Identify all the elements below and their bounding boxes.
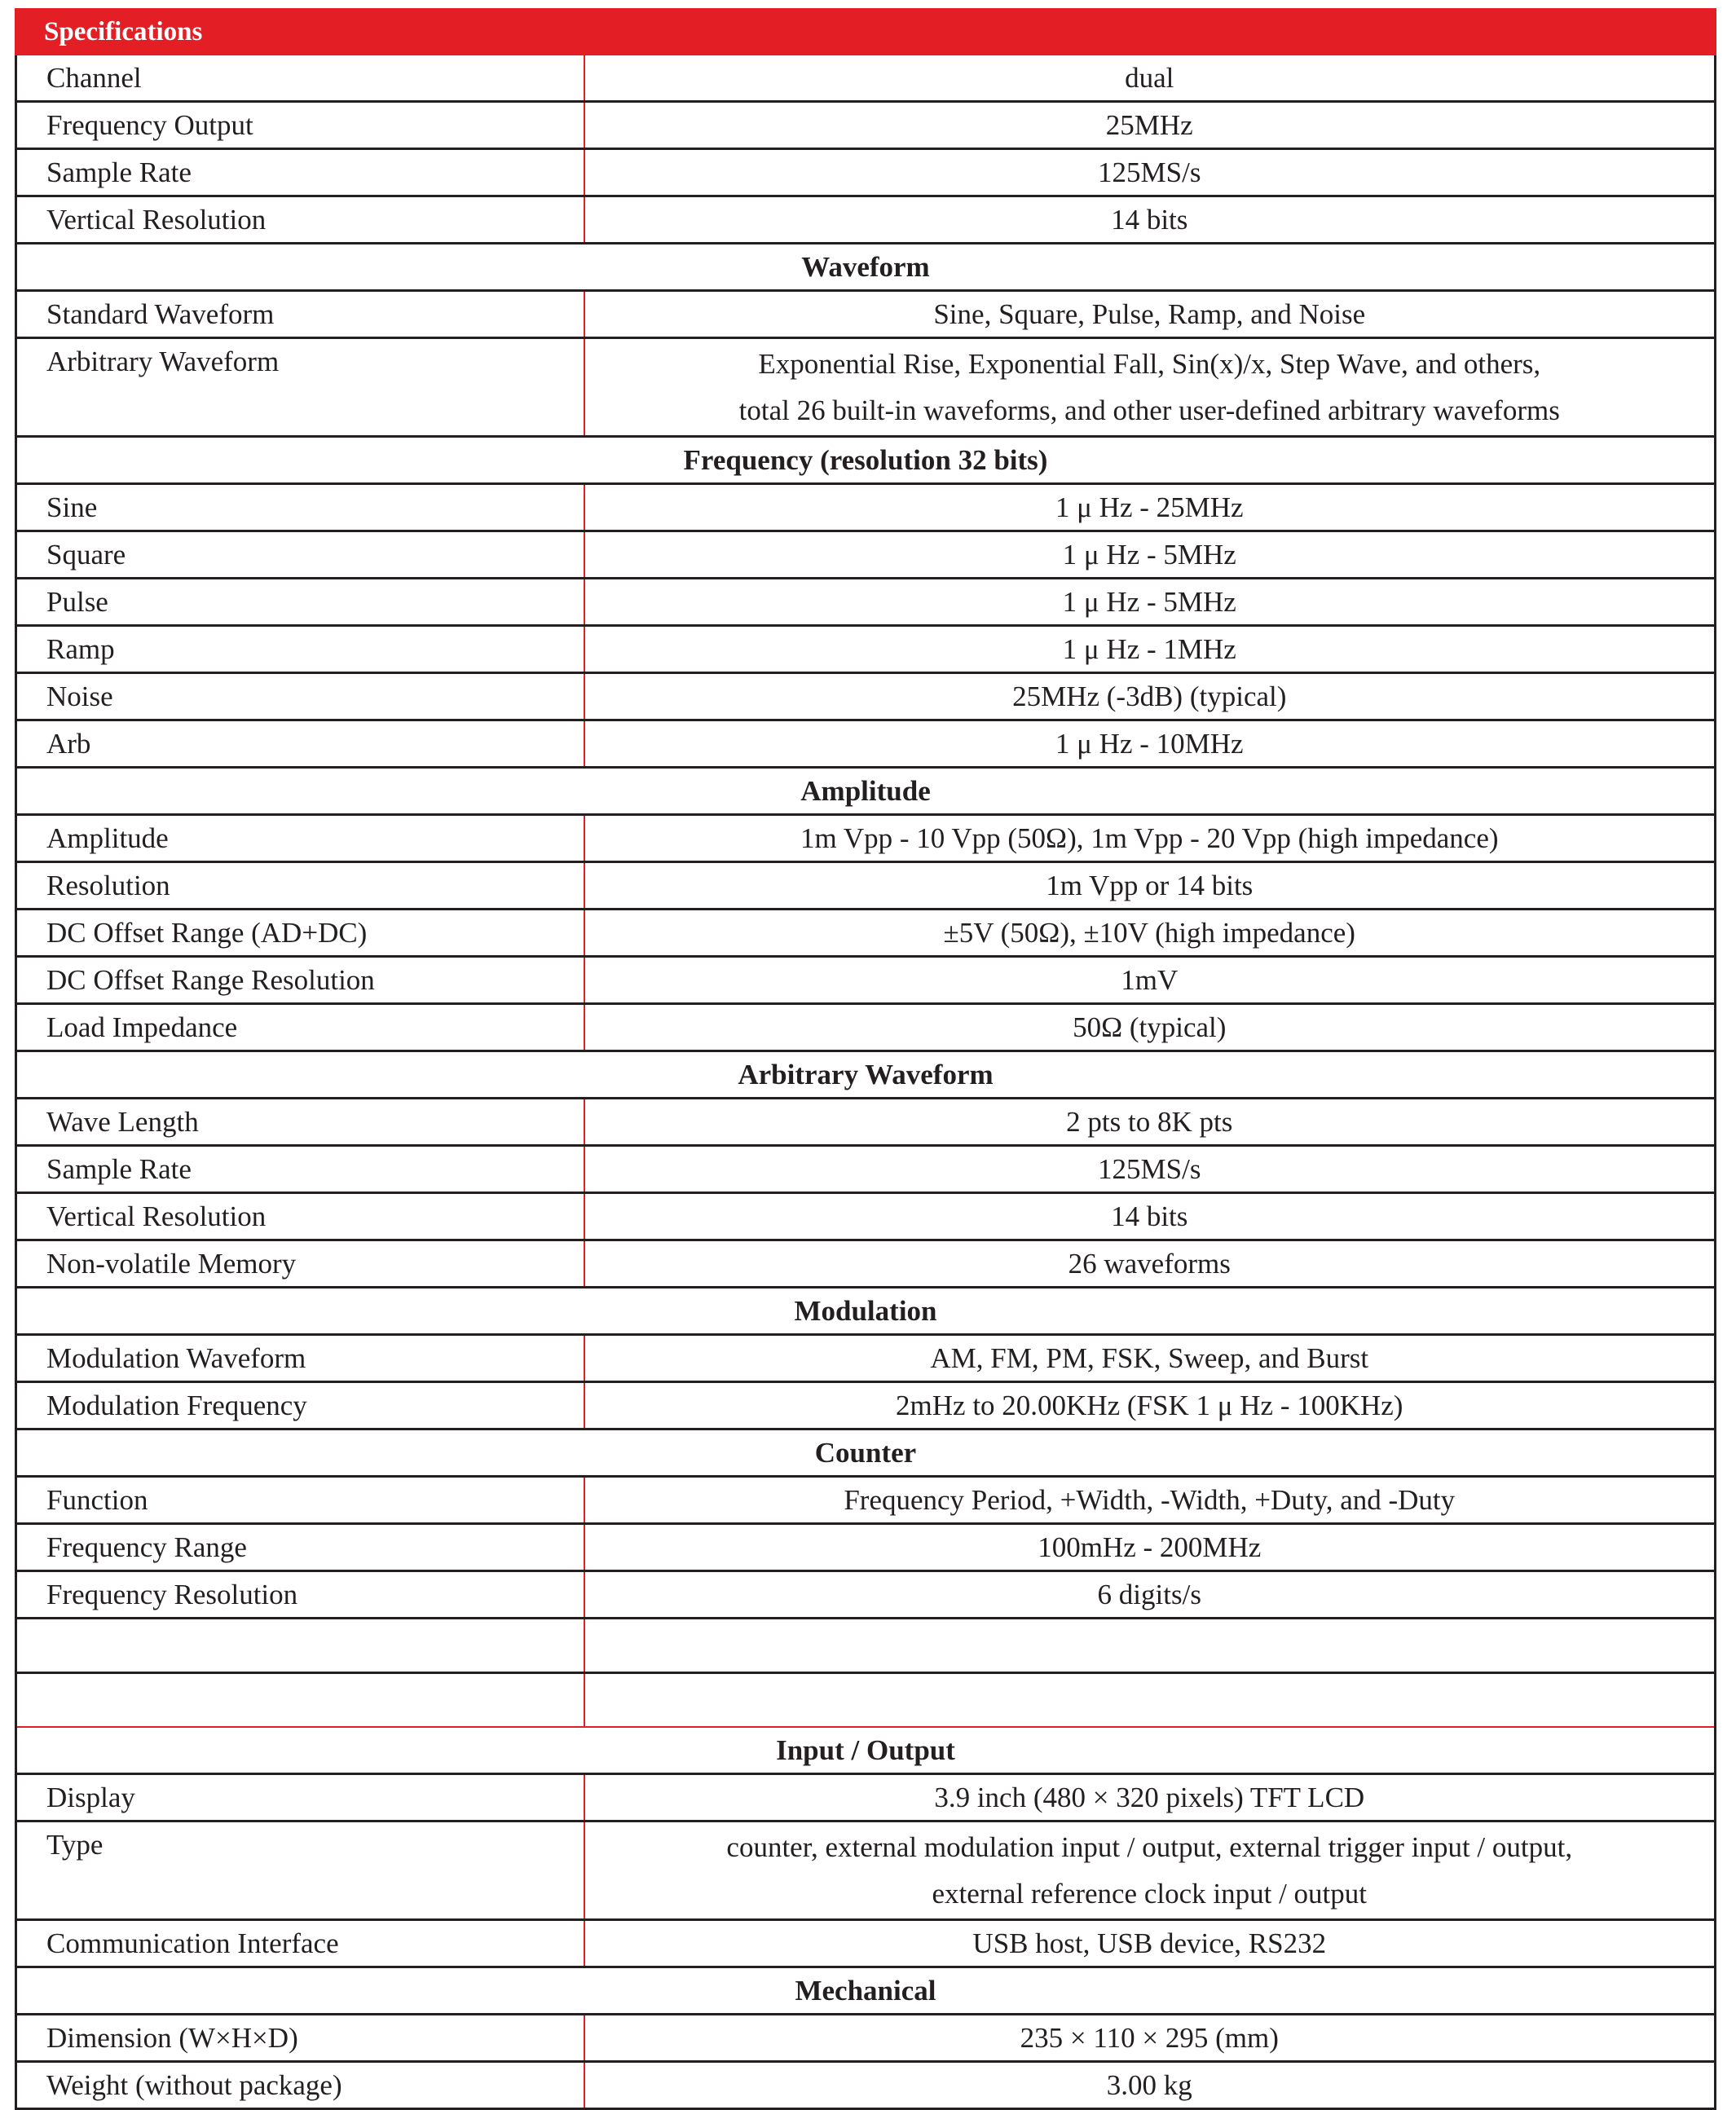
spec-label: Display: [16, 1774, 584, 1821]
spec-value: 25MHz (-3dB) (typical): [584, 673, 1716, 720]
spec-value: 1m Vpp - 10 Vpp (50Ω), 1m Vpp - 20 Vpp (high impedance): [584, 815, 1716, 862]
spec-value: [584, 1673, 1716, 1728]
spec-label: Modulation Frequency: [16, 1382, 584, 1429]
table-row: [16, 1382, 1716, 1429]
spec-value: 125MS/s: [584, 149, 1716, 196]
spec-label: Frequency Range: [16, 1524, 584, 1571]
spec-value: 25MHz: [584, 102, 1716, 149]
spec-value-line: total 26 built-in waveforms, and other user-defined arbitrary waveforms: [738, 394, 1560, 426]
table-row: [16, 815, 1716, 862]
spec-value: ±5V (50Ω), ±10V (high impedance): [584, 910, 1716, 957]
spec-value: 1 μ Hz - 10MHz: [584, 720, 1716, 768]
spec-label: Sample Rate: [16, 1146, 584, 1193]
table-row: [16, 102, 1716, 149]
section-title: Waveform: [16, 244, 1716, 291]
table-row: [16, 55, 1716, 102]
spec-value: 26 waveforms: [584, 1240, 1716, 1288]
table-row: [16, 1146, 1716, 1193]
spec-value: 2 pts to 8K pts: [584, 1099, 1716, 1146]
section-title: Input / Output: [16, 1727, 1716, 1774]
section-header: [16, 1967, 1716, 2015]
table-row: [16, 1821, 1716, 1920]
table-row: [16, 910, 1716, 957]
spec-table: [15, 55, 1716, 2110]
spec-sheet: [15, 8, 1716, 2110]
spec-label: Sine: [16, 484, 584, 531]
spec-value: 1 μ Hz - 25MHz: [584, 484, 1716, 531]
spec-label: Arbitrary Waveform: [16, 338, 584, 437]
spec-value: 235 × 110 × 295 (mm): [584, 2015, 1716, 2062]
spec-value: dual: [584, 55, 1716, 102]
spec-value: 3.9 inch (480 × 320 pixels) TFT LCD: [584, 1774, 1716, 1821]
spec-label: Noise: [16, 673, 584, 720]
spec-label: Channel: [16, 55, 584, 102]
spec-value: Sine, Square, Pulse, Ramp, and Noise: [584, 291, 1716, 338]
table-row: [16, 862, 1716, 910]
spec-label: [16, 1673, 584, 1728]
table-row: [16, 626, 1716, 673]
spec-value: 125MS/s: [584, 1146, 1716, 1193]
spec-label: Square: [16, 531, 584, 579]
spec-value: 14 bits: [584, 1193, 1716, 1240]
spec-value: 3.00 kg: [584, 2062, 1716, 2109]
table-row: [16, 957, 1716, 1004]
spec-label: Ramp: [16, 626, 584, 673]
spec-label: [16, 1619, 584, 1673]
table-row: [16, 1920, 1716, 1967]
spec-label: Pulse: [16, 579, 584, 626]
title-bar: Specifications: [15, 8, 1716, 55]
table-row: [16, 149, 1716, 196]
spec-value: 14 bits: [584, 196, 1716, 244]
table-row: [16, 484, 1716, 531]
spec-value: 1m Vpp or 14 bits: [584, 862, 1716, 910]
table-row: [16, 531, 1716, 579]
table-row: [16, 1477, 1716, 1524]
spec-label: Vertical Resolution: [16, 1193, 584, 1240]
section-header: [16, 1727, 1716, 1774]
spec-value: [584, 1821, 1716, 1920]
spec-value: USB host, USB device, RS232: [584, 1920, 1716, 1967]
spec-label: Non-volatile Memory: [16, 1240, 584, 1288]
section-header: [16, 1429, 1716, 1477]
spec-label: Type: [16, 1821, 584, 1920]
section-header: [16, 768, 1716, 815]
spec-label: Resolution: [16, 862, 584, 910]
section-title: Mechanical: [16, 1967, 1716, 2015]
section-title: Amplitude: [16, 768, 1716, 815]
table-row: [16, 196, 1716, 244]
spec-value-line: Exponential Rise, Exponential Fall, Sin(x)/x, Step Wave, and others,: [758, 348, 1541, 380]
table-row: [16, 1673, 1716, 1728]
table-row: [16, 1240, 1716, 1288]
table-row: [16, 1571, 1716, 1619]
spec-label: Vertical Resolution: [16, 196, 584, 244]
section-title: Counter: [16, 1429, 1716, 1477]
section-header: [16, 244, 1716, 291]
spec-label: DC Offset Range Resolution: [16, 957, 584, 1004]
spec-value-line: external reference clock input / output: [932, 1878, 1367, 1910]
table-row: [16, 2062, 1716, 2109]
spec-value: 2mHz to 20.00KHz (FSK 1 μ Hz - 100KHz): [584, 1382, 1716, 1429]
spec-label: Arb: [16, 720, 584, 768]
table-row: [16, 1193, 1716, 1240]
section-title: Modulation: [16, 1288, 1716, 1335]
spec-value: 1 μ Hz - 5MHz: [584, 531, 1716, 579]
section-header: [16, 1288, 1716, 1335]
spec-label: Standard Waveform: [16, 291, 584, 338]
spec-value: 50Ω (typical): [584, 1004, 1716, 1051]
spec-label: Frequency Output: [16, 102, 584, 149]
table-row: [16, 1619, 1716, 1673]
spec-value: 100mHz - 200MHz: [584, 1524, 1716, 1571]
spec-value: 1 μ Hz - 5MHz: [584, 579, 1716, 626]
table-row: [16, 673, 1716, 720]
spec-value: [584, 1619, 1716, 1673]
spec-value: 1 μ Hz - 1MHz: [584, 626, 1716, 673]
table-row: [16, 1099, 1716, 1146]
section-header: [16, 437, 1716, 484]
spec-label: Weight (without package): [16, 2062, 584, 2109]
table-row: [16, 338, 1716, 437]
spec-value: Frequency Period, +Width, -Width, +Duty, and -Duty: [584, 1477, 1716, 1524]
spec-value: 6 digits/s: [584, 1571, 1716, 1619]
table-row: [16, 1335, 1716, 1382]
table-row: [16, 720, 1716, 768]
spec-value: 1mV: [584, 957, 1716, 1004]
spec-label: Dimension (W×H×D): [16, 2015, 584, 2062]
spec-label: Modulation Waveform: [16, 1335, 584, 1382]
spec-label: Wave Length: [16, 1099, 584, 1146]
spec-value-line: counter, external modulation input / output, external trigger input / output,: [726, 1831, 1573, 1863]
spec-label: DC Offset Range (AD+DC): [16, 910, 584, 957]
table-row: [16, 1524, 1716, 1571]
spec-label: Communication Interface: [16, 1920, 584, 1967]
spec-label: Load Impedance: [16, 1004, 584, 1051]
section-header: [16, 1051, 1716, 1099]
table-row: [16, 2015, 1716, 2062]
spec-value: [584, 338, 1716, 437]
spec-value: AM, FM, PM, FSK, Sweep, and Burst: [584, 1335, 1716, 1382]
table-row: [16, 1004, 1716, 1051]
table-row: [16, 291, 1716, 338]
table-row: [16, 579, 1716, 626]
spec-label: Sample Rate: [16, 149, 584, 196]
spec-label: Function: [16, 1477, 584, 1524]
spec-label: Amplitude: [16, 815, 584, 862]
table-row: [16, 1774, 1716, 1821]
spec-label: Frequency Resolution: [16, 1571, 584, 1619]
section-title: Frequency (resolution 32 bits): [16, 437, 1716, 484]
section-title: Arbitrary Waveform: [16, 1051, 1716, 1099]
